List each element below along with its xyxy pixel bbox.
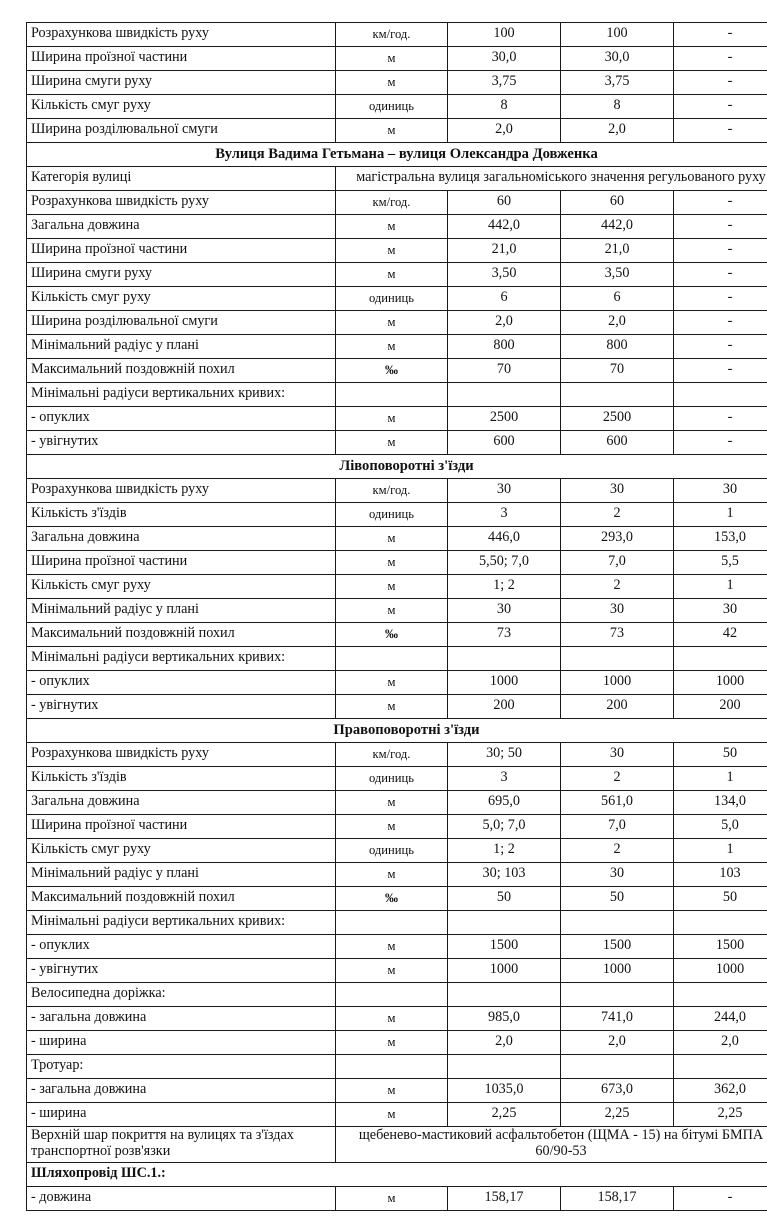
row-value-v2	[561, 647, 674, 671]
row-unit: м	[336, 1186, 448, 1210]
row-label: - ширина	[27, 1103, 336, 1127]
row-value-v2: 2	[561, 839, 674, 863]
row-value-v1: 8	[448, 95, 561, 119]
row-unit: м	[336, 263, 448, 287]
row-unit: одиниць	[336, 767, 448, 791]
row-value-v3: 244,0	[674, 1007, 767, 1031]
table-row	[27, 239, 767, 263]
table-row	[27, 383, 767, 407]
table-row	[27, 839, 767, 863]
row-label: - ширина	[27, 1031, 336, 1055]
row-label: Ширина розділювальної смуги	[27, 311, 336, 335]
row-unit: одиниць	[336, 839, 448, 863]
row-value-v2: 800	[561, 335, 674, 359]
row-value-v2: 3,75	[561, 71, 674, 95]
row-label: Мінімальні радіуси вертикальних кривих:	[27, 647, 336, 671]
row-value-v3: 2,0	[674, 1031, 767, 1055]
table-row	[27, 1162, 767, 1186]
row-value-v3	[674, 383, 767, 407]
row-value-v2: 2,25	[561, 1103, 674, 1127]
table-row	[27, 1127, 767, 1163]
row-unit	[336, 647, 448, 671]
table-row	[27, 95, 767, 119]
row-unit: м	[336, 815, 448, 839]
row-label: Максимальний поздовжній похил	[27, 359, 336, 383]
row-label: Мінімальний радіус у плані	[27, 599, 336, 623]
section-heading: Лівоповоротні з'їзди	[27, 455, 767, 479]
row-value-v1: 30	[448, 599, 561, 623]
row-unit: м	[336, 527, 448, 551]
row-value-v2	[561, 911, 674, 935]
row-value-v1: 30,0	[448, 47, 561, 71]
row-unit: м	[336, 407, 448, 431]
row-value-v1: 446,0	[448, 527, 561, 551]
row-unit: м	[336, 1103, 448, 1127]
row-value-v1: 30; 50	[448, 743, 561, 767]
row-value-v2: 50	[561, 887, 674, 911]
table-row	[27, 623, 767, 647]
table-row	[27, 431, 767, 455]
row-unit: одиниць	[336, 503, 448, 527]
table-row	[27, 191, 767, 215]
row-label: - увігнутих	[27, 959, 336, 983]
row-label: Кількість з'їздів	[27, 503, 336, 527]
table-body	[27, 23, 767, 1211]
row-value-v2: 6	[561, 287, 674, 311]
row-value-v3: -	[674, 311, 767, 335]
table-row	[27, 743, 767, 767]
row-value-v1: 60	[448, 191, 561, 215]
row-unit: км/год.	[336, 23, 448, 47]
row-value-v2: 293,0	[561, 527, 674, 551]
row-value-v3: 1	[674, 767, 767, 791]
row-value-v2: 2	[561, 503, 674, 527]
row-label: Мінімальний радіус у плані	[27, 863, 336, 887]
row-unit: ‰	[336, 623, 448, 647]
row-label: Ширина смуги руху	[27, 263, 336, 287]
table-row	[27, 527, 767, 551]
row-unit	[336, 983, 448, 1007]
row-value-v2: 30,0	[561, 47, 674, 71]
row-value-v3: -	[674, 215, 767, 239]
row-value-v1: 50	[448, 887, 561, 911]
row-value-v2: 8	[561, 95, 674, 119]
table-row	[27, 359, 767, 383]
row-value-v2	[561, 383, 674, 407]
row-unit: одиниць	[336, 287, 448, 311]
table-row	[27, 503, 767, 527]
row-value-v2: 2,0	[561, 311, 674, 335]
table-row	[27, 287, 767, 311]
row-value-v3: 134,0	[674, 791, 767, 815]
row-value-v2	[561, 983, 674, 1007]
row-value-v2: 30	[561, 743, 674, 767]
row-value-v3: 30	[674, 479, 767, 503]
row-unit: м	[336, 935, 448, 959]
row-value-v1: 2,25	[448, 1103, 561, 1127]
row-label: - опуклих	[27, 935, 336, 959]
row-value-v3: 1	[674, 575, 767, 599]
row-unit: м	[336, 431, 448, 455]
row-value-v3: 50	[674, 743, 767, 767]
table-row	[27, 1007, 767, 1031]
row-value-v1: 800	[448, 335, 561, 359]
row-value-v2: 7,0	[561, 815, 674, 839]
table-row	[27, 791, 767, 815]
row-value-v1: 1035,0	[448, 1079, 561, 1103]
row-value-v1: 5,50; 7,0	[448, 551, 561, 575]
row-label: Верхній шар покриття на вулицях та з'їздах транспортної розв'язки	[27, 1127, 336, 1163]
row-label: - довжина	[27, 1186, 336, 1210]
row-value-v3: 2,25	[674, 1103, 767, 1127]
row-unit	[336, 1055, 448, 1079]
row-value-v1: 2,0	[448, 119, 561, 143]
row-unit: м	[336, 599, 448, 623]
row-value-v2: 7,0	[561, 551, 674, 575]
row-value-v1	[448, 383, 561, 407]
row-label: - опуклих	[27, 407, 336, 431]
row-value-v1: 6	[448, 287, 561, 311]
row-value-v3: -	[674, 359, 767, 383]
row-value-v3: -	[674, 71, 767, 95]
row-value-v3: 1	[674, 839, 767, 863]
row-label: Велосипедна доріжка:	[27, 983, 336, 1007]
row-unit: м	[336, 119, 448, 143]
row-value-v1: 100	[448, 23, 561, 47]
section-heading: Правоповоротні з'їзди	[27, 719, 767, 743]
row-value-v3: -	[674, 407, 767, 431]
table-row	[27, 119, 767, 143]
row-unit: м	[336, 671, 448, 695]
table-row	[27, 599, 767, 623]
row-value-v2: 30	[561, 599, 674, 623]
row-label: Ширина проїзної частини	[27, 239, 336, 263]
row-unit: м	[336, 695, 448, 719]
row-value-v2: 21,0	[561, 239, 674, 263]
table-row	[27, 767, 767, 791]
row-value-v1: 695,0	[448, 791, 561, 815]
row-value-v3: 42	[674, 623, 767, 647]
row-value-v3: -	[674, 431, 767, 455]
row-value-v3: 1	[674, 503, 767, 527]
row-value-v3: 1500	[674, 935, 767, 959]
row-value-v2: 158,17	[561, 1186, 674, 1210]
row-value-v2: 2	[561, 767, 674, 791]
row-value-v3: 30	[674, 599, 767, 623]
row-label: Мінімальний радіус у плані	[27, 335, 336, 359]
row-label: Максимальний поздовжній похил	[27, 623, 336, 647]
row-value-v2: 561,0	[561, 791, 674, 815]
row-value-v3	[674, 1055, 767, 1079]
row-label: Загальна довжина	[27, 527, 336, 551]
table-row	[27, 215, 767, 239]
row-value-v2: 30	[561, 479, 674, 503]
row-value-v3	[674, 983, 767, 1007]
table-row	[27, 983, 767, 1007]
row-label: Розрахункова швидкість руху	[27, 23, 336, 47]
row-value-v3: -	[674, 47, 767, 71]
row-value-v1: 3	[448, 503, 561, 527]
row-value-v1: 158,17	[448, 1186, 561, 1210]
row-unit: м	[336, 1031, 448, 1055]
row-value-v2: 2	[561, 575, 674, 599]
table-row	[27, 959, 767, 983]
row-unit	[336, 383, 448, 407]
row-value-v1: 200	[448, 695, 561, 719]
row-value-v2: 600	[561, 431, 674, 455]
table-row	[27, 335, 767, 359]
row-label: Ширина смуги руху	[27, 71, 336, 95]
table-row	[27, 671, 767, 695]
row-unit: ‰	[336, 359, 448, 383]
row-value-v3	[674, 911, 767, 935]
row-value-v1: 2,0	[448, 311, 561, 335]
table-row	[27, 167, 767, 191]
row-value-v3	[674, 647, 767, 671]
row-unit: км/год.	[336, 743, 448, 767]
row-value-v2	[561, 1055, 674, 1079]
row-unit: м	[336, 863, 448, 887]
table-row	[27, 551, 767, 575]
row-value-v2: 673,0	[561, 1079, 674, 1103]
table-row	[27, 647, 767, 671]
row-value-v3: 50	[674, 887, 767, 911]
table-row	[27, 575, 767, 599]
row-value-v3: 200	[674, 695, 767, 719]
table-row	[27, 47, 767, 71]
table-row	[27, 935, 767, 959]
row-value-v1: 3,75	[448, 71, 561, 95]
row-unit: км/год.	[336, 479, 448, 503]
table-row	[27, 311, 767, 335]
row-unit	[336, 911, 448, 935]
row-value-v3: -	[674, 239, 767, 263]
table-row	[27, 1031, 767, 1055]
row-value-v1: 3,50	[448, 263, 561, 287]
row-label: Розрахункова швидкість руху	[27, 743, 336, 767]
row-label: - загальна довжина	[27, 1007, 336, 1031]
table-row	[27, 23, 767, 47]
row-unit: м	[336, 71, 448, 95]
row-value-v2: 741,0	[561, 1007, 674, 1031]
row-value-v1: 5,0; 7,0	[448, 815, 561, 839]
row-value-v2: 1500	[561, 935, 674, 959]
row-value-v2: 100	[561, 23, 674, 47]
row-label: Ширина розділювальної смуги	[27, 119, 336, 143]
row-value-v3: 1000	[674, 671, 767, 695]
row-unit: м	[336, 47, 448, 71]
row-label: Максимальний поздовжній похил	[27, 887, 336, 911]
table-row	[27, 1186, 767, 1210]
row-value-v1: 70	[448, 359, 561, 383]
row-unit: одиниць	[336, 95, 448, 119]
row-label: Ширина проїзної частини	[27, 47, 336, 71]
row-value-v3: -	[674, 191, 767, 215]
row-value-v1	[448, 983, 561, 1007]
row-value-v1	[448, 1055, 561, 1079]
row-label: Загальна довжина	[27, 791, 336, 815]
table-row	[27, 1079, 767, 1103]
row-value-v3: 5,5	[674, 551, 767, 575]
row-unit: м	[336, 311, 448, 335]
row-merged-value: магістральна вулиця загальноміського значення регульованого руху	[336, 167, 767, 191]
table-row	[27, 143, 767, 167]
row-label: Кількість смуг руху	[27, 95, 336, 119]
row-value-v3: 362,0	[674, 1079, 767, 1103]
row-value-v1: 3	[448, 767, 561, 791]
row-value-v1: 1; 2	[448, 839, 561, 863]
row-label: Кількість смуг руху	[27, 839, 336, 863]
row-value-v2: 2500	[561, 407, 674, 431]
row-value-v3: 1000	[674, 959, 767, 983]
section-heading: Вулиця Вадима Гетьмана – вулиця Олександра Довженка	[27, 143, 767, 167]
row-value-v3: -	[674, 335, 767, 359]
row-value-v2: 3,50	[561, 263, 674, 287]
row-label: Мінімальні радіуси вертикальних кривих:	[27, 383, 336, 407]
row-label: Розрахункова швидкість руху	[27, 191, 336, 215]
row-label: Розрахункова швидкість руху	[27, 479, 336, 503]
row-unit: м	[336, 335, 448, 359]
row-label: - опуклих	[27, 671, 336, 695]
row-value-v1: 2500	[448, 407, 561, 431]
row-value-v3: 153,0	[674, 527, 767, 551]
row-unit: ‰	[336, 887, 448, 911]
row-unit: м	[336, 1007, 448, 1031]
table-row	[27, 455, 767, 479]
row-value-v1: 442,0	[448, 215, 561, 239]
table-row	[27, 71, 767, 95]
table-row	[27, 1103, 767, 1127]
row-value-v1: 2,0	[448, 1031, 561, 1055]
row-unit: км/год.	[336, 191, 448, 215]
table-row	[27, 719, 767, 743]
row-unit: м	[336, 1079, 448, 1103]
row-label: Ширина проїзної частини	[27, 551, 336, 575]
row-value-v3: -	[674, 1186, 767, 1210]
row-value-v2: 70	[561, 359, 674, 383]
row-value-v3: 5,0	[674, 815, 767, 839]
row-value-v3: -	[674, 287, 767, 311]
table-row	[27, 815, 767, 839]
row-value-v1: 30; 103	[448, 863, 561, 887]
row-value-v3: -	[674, 23, 767, 47]
row-label: Мінімальні радіуси вертикальних кривих:	[27, 911, 336, 935]
row-label: - загальна довжина	[27, 1079, 336, 1103]
row-value-v1: 1000	[448, 671, 561, 695]
row-value-v2: 2,0	[561, 1031, 674, 1055]
row-value-v3: 103	[674, 863, 767, 887]
row-unit: м	[336, 575, 448, 599]
row-value-v3: -	[674, 263, 767, 287]
row-value-v2: 30	[561, 863, 674, 887]
row-unit: м	[336, 239, 448, 263]
row-label: Кількість смуг руху	[27, 287, 336, 311]
row-unit: м	[336, 551, 448, 575]
row-label: - увігнутих	[27, 695, 336, 719]
row-value-v2: 200	[561, 695, 674, 719]
row-value-v1	[448, 647, 561, 671]
row-label: Кількість з'їздів	[27, 767, 336, 791]
row-value-v3: -	[674, 119, 767, 143]
table-row	[27, 887, 767, 911]
row-label: Тротуар:	[27, 1055, 336, 1079]
row-merged-value: щебенево-мастиковий асфальтобетон (ЩМА - 15) на бітумі БМПА 60/90-53	[336, 1127, 767, 1163]
row-value-v1: 73	[448, 623, 561, 647]
row-value-v1: 985,0	[448, 1007, 561, 1031]
table-row	[27, 407, 767, 431]
row-value-v2: 1000	[561, 671, 674, 695]
row-value-v2: 2,0	[561, 119, 674, 143]
specification-table	[26, 22, 767, 1211]
table-row	[27, 263, 767, 287]
row-value-v1: 1500	[448, 935, 561, 959]
row-unit: м	[336, 959, 448, 983]
row-label: Категорія вулиці	[27, 167, 336, 191]
row-value-v1: 1000	[448, 959, 561, 983]
row-label: - увігнутих	[27, 431, 336, 455]
table-row	[27, 863, 767, 887]
row-value-v2: 1000	[561, 959, 674, 983]
row-unit: м	[336, 215, 448, 239]
subsection-heading: Шляхопровід ШС.1.:	[27, 1162, 767, 1186]
row-value-v1: 1; 2	[448, 575, 561, 599]
row-value-v1: 21,0	[448, 239, 561, 263]
row-label: Загальна довжина	[27, 215, 336, 239]
table-row	[27, 911, 767, 935]
row-value-v2: 442,0	[561, 215, 674, 239]
row-value-v1	[448, 911, 561, 935]
row-value-v1: 600	[448, 431, 561, 455]
row-value-v2: 60	[561, 191, 674, 215]
row-label: Ширина проїзної частини	[27, 815, 336, 839]
row-value-v3: -	[674, 95, 767, 119]
table-row	[27, 1055, 767, 1079]
row-value-v1: 30	[448, 479, 561, 503]
row-label: Кількість смуг руху	[27, 575, 336, 599]
row-unit: м	[336, 791, 448, 815]
table-row	[27, 479, 767, 503]
row-value-v2: 73	[561, 623, 674, 647]
table-row	[27, 695, 767, 719]
